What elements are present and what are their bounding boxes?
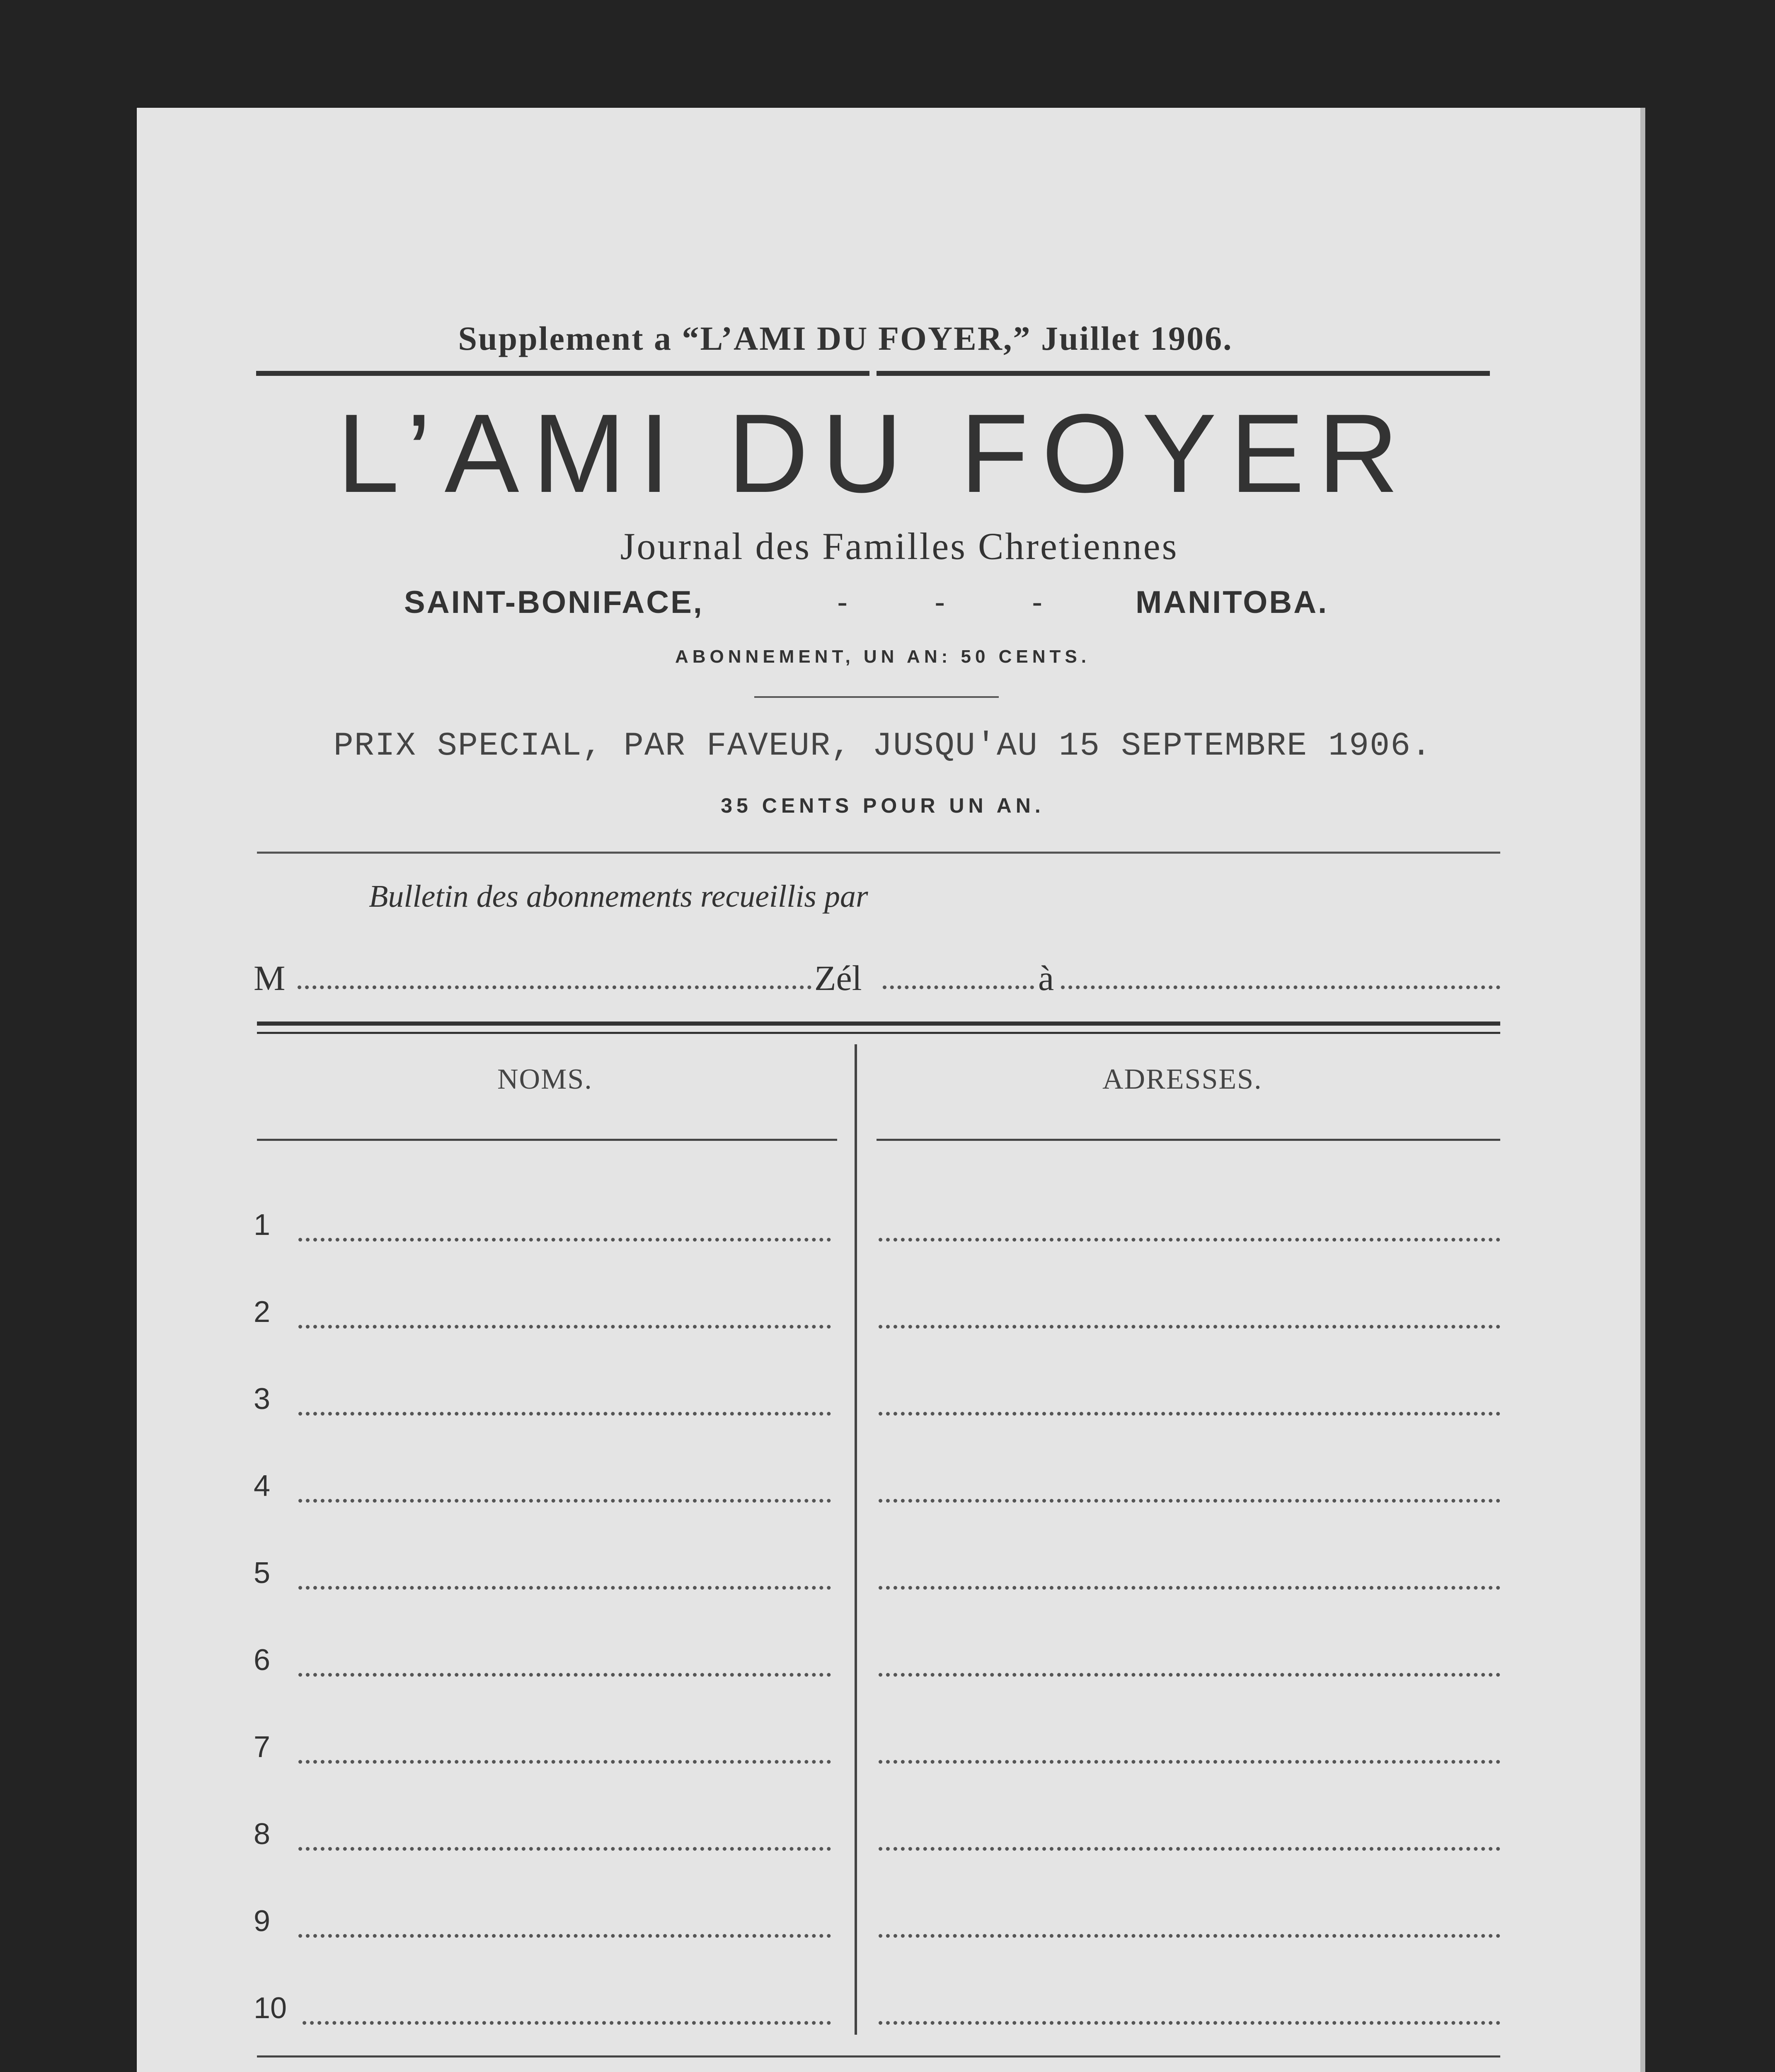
row-number: 3 — [254, 1382, 271, 1416]
address-field[interactable] — [879, 1499, 1500, 1503]
name-field[interactable] — [298, 1412, 831, 1416]
row-number: 1 — [254, 1208, 271, 1242]
addresses-header-underline — [877, 1139, 1500, 1141]
double-rule-bottom — [257, 1032, 1500, 1034]
name-field[interactable] — [298, 1673, 831, 1677]
province-name: MANITOBA. — [1136, 585, 1329, 620]
sheet-edge — [1640, 108, 1645, 2072]
row-number: 5 — [254, 1556, 271, 1590]
special-price-notice: PRIX SPECIAL, PAR FAVEUR, JUSQU'AU 15 SEPTEMBRE 1906. — [333, 727, 1432, 765]
zelator-label: Zél — [814, 958, 862, 998]
name-field[interactable] — [303, 2021, 831, 2025]
address-field[interactable] — [879, 1673, 1500, 1677]
row-number: 9 — [254, 1905, 271, 1938]
name-field[interactable] — [298, 1760, 831, 1764]
names-column-header: NOMS. — [497, 1063, 593, 1095]
name-field[interactable] — [298, 1586, 831, 1590]
address-field[interactable] — [879, 1238, 1500, 1242]
address-field[interactable] — [879, 1325, 1500, 1329]
row-number: 10 — [254, 1992, 287, 2025]
table-bottom-rule — [257, 2055, 1500, 2057]
address-field[interactable] — [879, 1847, 1500, 1851]
name-field[interactable] — [298, 1325, 831, 1329]
addresses-column-header: ADRESSES. — [1102, 1063, 1262, 1095]
header-rule-left — [256, 371, 869, 376]
newspaper-title: L’AMI DU FOYER — [337, 391, 1412, 516]
row-number: 4 — [254, 1469, 271, 1503]
name-field[interactable] — [298, 1934, 831, 1938]
special-rate: 35 CENTS POUR UN AN. — [721, 794, 1045, 817]
bulletin-caption: Bulletin des abonnements recueillis par — [369, 879, 868, 914]
name-field[interactable] — [298, 1499, 831, 1503]
name-field[interactable] — [298, 1847, 831, 1851]
location-label: à — [1038, 958, 1054, 998]
double-rule-top — [257, 1021, 1500, 1026]
location-dash: - — [935, 585, 945, 620]
newspaper-subtitle: Journal des Familles Chretiennes — [620, 525, 1179, 567]
supplement-header: Supplement a “L’AMI DU FOYER,” Juillet 1906. — [458, 320, 1233, 357]
header-rule-right — [877, 371, 1490, 376]
collector-label: M — [254, 958, 286, 998]
location-dash: - — [1032, 585, 1043, 620]
collector-location-field[interactable] — [1061, 985, 1500, 989]
address-field[interactable] — [879, 1412, 1500, 1416]
address-field[interactable] — [879, 1586, 1500, 1590]
zelator-field[interactable] — [883, 985, 1034, 989]
location-dash: - — [837, 585, 848, 620]
names-header-underline — [257, 1139, 837, 1141]
subscription-rate: ABONNEMENT, UN AN: 50 CENTS. — [675, 646, 1090, 667]
address-field[interactable] — [879, 1760, 1500, 1764]
name-field[interactable] — [298, 1238, 831, 1242]
collector-name-field[interactable] — [298, 985, 811, 989]
section-divider — [257, 852, 1500, 854]
row-number: 8 — [254, 1818, 271, 1851]
short-divider — [754, 696, 999, 698]
row-number: 2 — [254, 1295, 271, 1329]
row-number: 7 — [254, 1731, 271, 1764]
address-field[interactable] — [879, 1934, 1500, 1938]
city-name: SAINT-BONIFACE, — [404, 585, 704, 620]
address-field[interactable] — [879, 2021, 1500, 2025]
column-divider — [855, 1044, 857, 2035]
row-number: 6 — [254, 1644, 271, 1677]
